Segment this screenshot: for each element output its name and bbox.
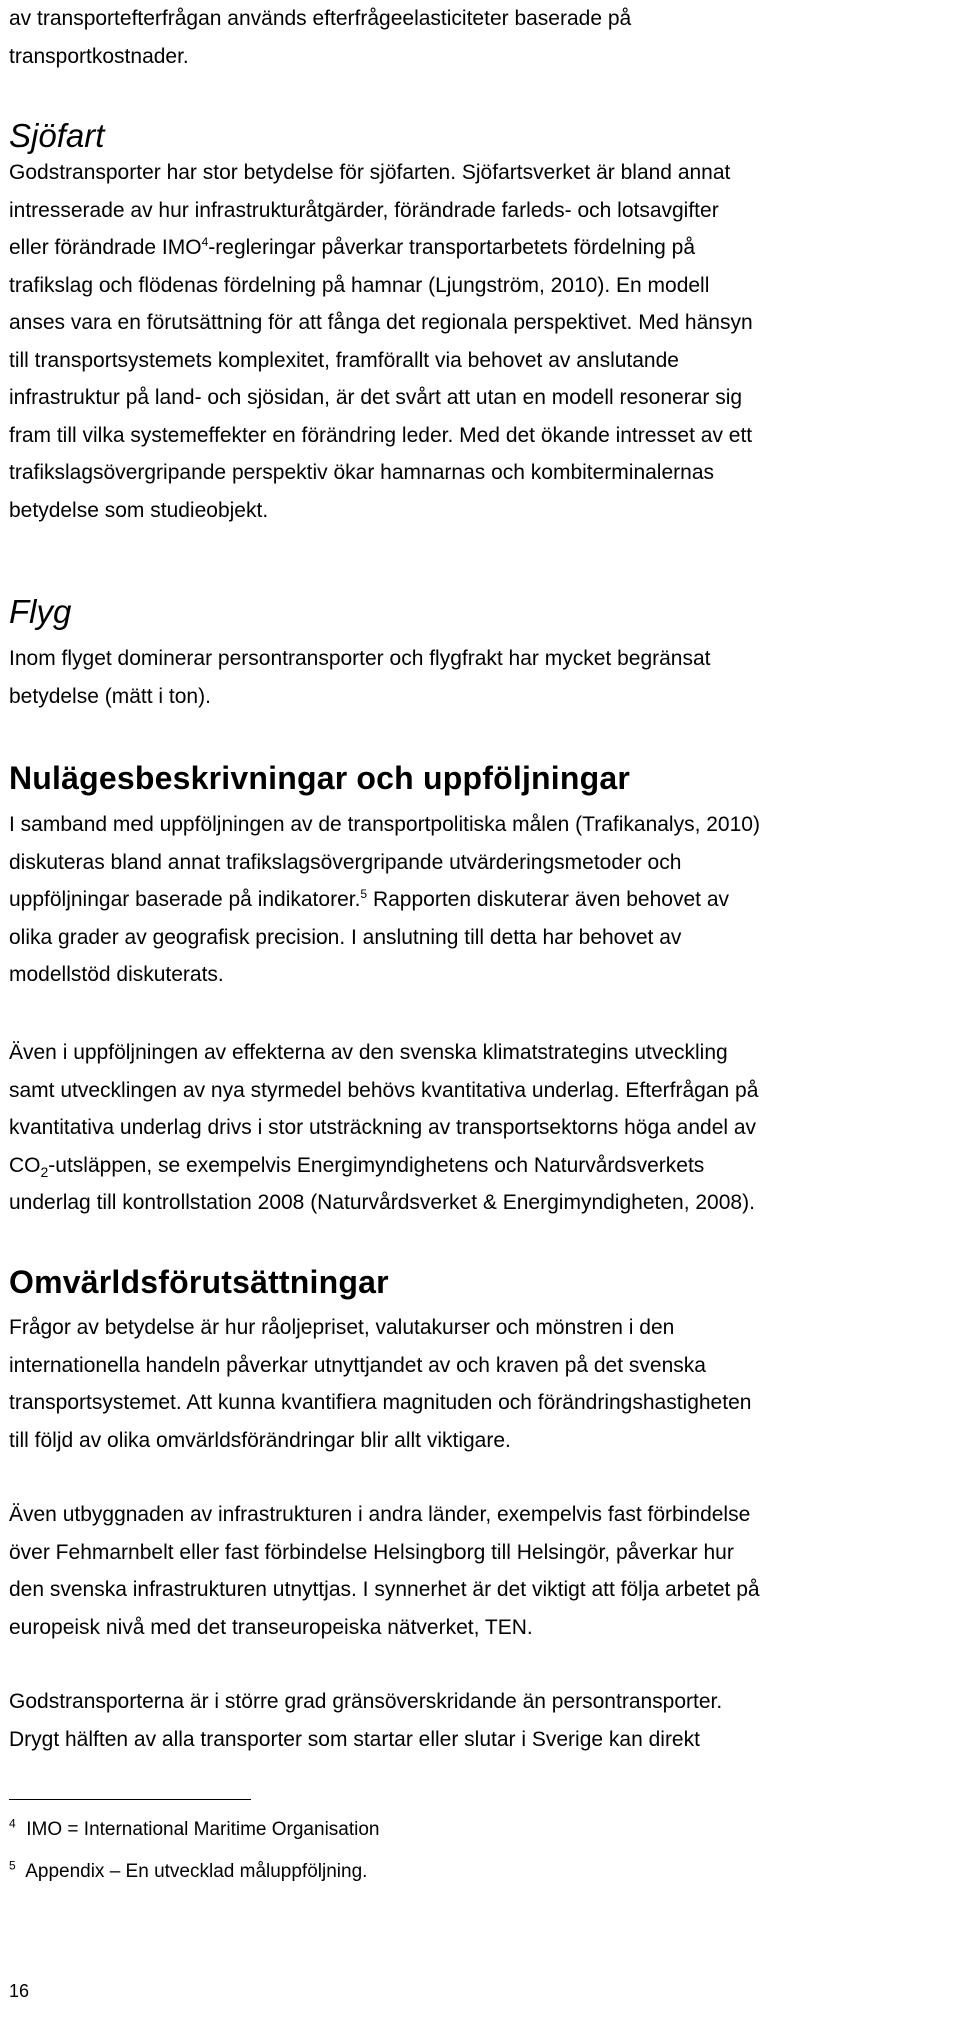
text-line: transportsystemet. Att kunna kvantifiera magnituden och förändringshastigheten xyxy=(9,1391,752,1414)
text-span: -utsläppen, se exempelvis Energimyndighetens och Naturvårdsverkets xyxy=(48,1153,705,1177)
text-line xyxy=(9,1147,758,1185)
footnote-text: IMO = International Maritime Organisation xyxy=(26,1819,380,1840)
text-line: Drygt hälften av alla transporter som startar eller slutar i Sverige kan direkt xyxy=(9,1727,700,1751)
text-line: av transportefterfrågan används efterfrågeelasticiteter baserade på xyxy=(9,7,632,30)
text-line: europeisk nivå med det transeuropeiska nätverket, TEN. xyxy=(9,1615,533,1639)
text-span: eller förändrade IMO xyxy=(9,236,202,259)
klimat-paragraph xyxy=(9,1034,758,1222)
footnote-separator xyxy=(9,1799,251,1800)
text-line: modellstöd diskuterats. xyxy=(9,963,224,986)
text-line: intresserade av hur infrastrukturåtgärder, förändrade farleds- och lotsavgifter xyxy=(9,198,719,222)
text-span: Rapporten diskuterar även behovet av xyxy=(367,888,730,911)
footnote-number: 5 xyxy=(9,1858,16,1873)
omvarld-paragraph-2 xyxy=(9,1496,760,1646)
section-heading-flyg: Flyg xyxy=(9,593,72,630)
footnote-ref: 4 xyxy=(201,235,209,249)
text-span: CO xyxy=(9,1153,41,1177)
text-line: fram till vilka systemeffekter en förändring leder. Med det ökande intresset av ett xyxy=(9,423,753,447)
text-line: underlag till kontrollstation 2008 (Naturvårdsverket & Energimyndigheten, 2008). xyxy=(9,1191,755,1214)
text-line: Godstransporterna är i större grad gränsöverskridande än persontransporter. xyxy=(9,1690,723,1713)
text-line: till transportsystemets komplexitet, framförallt via behovet av anslutande xyxy=(9,348,679,372)
text-line: Även utbyggnaden av infrastrukturen i andra länder, exempelvis fast förbindelse xyxy=(9,1503,751,1526)
text-line: Godstransporter har stor betydelse för sjöfarten. Sjöfartsverket är bland annat xyxy=(9,161,731,184)
footnote-text: Appendix – En utvecklad måluppföljning. xyxy=(25,1861,368,1882)
text-line: betydelse (mätt i ton). xyxy=(9,684,211,708)
text-line: samt utvecklingen av nya styrmedel behövs kvantitativa underlag. Efterfrågan på xyxy=(9,1078,759,1102)
text-line: betydelse som studieobjekt. xyxy=(9,498,269,522)
text-line: Frågor av betydelse är hur råoljepriset, valutakurser och mönstren i den xyxy=(9,1316,675,1339)
text-line: olika grader av geografisk precision. I anslutning till detta har behovet av xyxy=(9,925,682,949)
nulage-paragraph xyxy=(9,806,760,994)
text-line: Inom flyget dominerar persontransporter och flygfrakt har mycket begränsat xyxy=(9,647,711,670)
text-span: -regleringar påverkar transportarbetets fördelning på xyxy=(208,236,696,259)
text-line: över Fehmarnbelt eller fast förbindelse Helsingborg till Helsingör, påverkar hur xyxy=(9,1540,734,1564)
footnote-ref: 5 xyxy=(360,887,368,901)
section-heading-omvarld: Omvärldsförutsättningar xyxy=(9,1264,389,1300)
section-heading-sjofart: Sjöfart xyxy=(9,117,105,154)
text-line: trafikslagsövergripande perspektiv ökar hamnarnas och kombiterminalernas xyxy=(9,461,715,484)
text-line xyxy=(9,881,760,919)
text-line: I samband med uppföljningen av de transportpolitiska målen (Trafikanalys, 2010) xyxy=(9,813,760,836)
text-line: anses vara en förutsättning för att fånga det regionala perspektivet. Med hänsyn xyxy=(9,311,753,334)
footnote-5 xyxy=(9,1860,367,1884)
footnote-4 xyxy=(9,1818,380,1842)
omvarld-paragraph-3 xyxy=(9,1683,722,1758)
sjofart-paragraph xyxy=(9,154,753,529)
text-line: internationella handeln påverkar utnyttjandet av och kraven på det svenska xyxy=(9,1353,706,1377)
text-line: trafikslag och flödenas fördelning på hamnar (Ljungström, 2010). En modell xyxy=(9,273,710,297)
omvarld-paragraph-1 xyxy=(9,1309,751,1459)
text-span: uppföljningar baserade på indikatorer. xyxy=(9,888,361,911)
text-line: diskuteras bland annat trafikslagsövergripande utvärderingsmetoder och xyxy=(9,850,682,874)
text-line: kvantitativa underlag drivs i stor utsträckning av transportsektorns höga andel av xyxy=(9,1116,757,1139)
footnote-number: 4 xyxy=(9,1816,16,1831)
text-line: till följd av olika omvärldsförändringar blir allt viktigare. xyxy=(9,1428,511,1452)
section-heading-nulage: Nulägesbeskrivningar och uppföljningar xyxy=(9,760,631,796)
intro-paragraph xyxy=(9,0,631,75)
subscript: 2 xyxy=(40,1163,49,1180)
flyg-paragraph xyxy=(9,640,711,715)
text-line: den svenska infrastrukturen utnyttjas. I synnerhet är det viktigt att följa arbetet på xyxy=(9,1578,760,1601)
text-line: transportkostnader. xyxy=(9,44,189,68)
text-line: Även i uppföljningen av effekterna av den svenska klimatstrategins utveckling xyxy=(9,1041,728,1064)
text-line: infrastruktur på land- och sjösidan, är det svårt att utan en modell resonerar sig xyxy=(9,386,743,409)
page-number: 16 xyxy=(9,1981,30,2001)
text-line xyxy=(9,229,753,267)
